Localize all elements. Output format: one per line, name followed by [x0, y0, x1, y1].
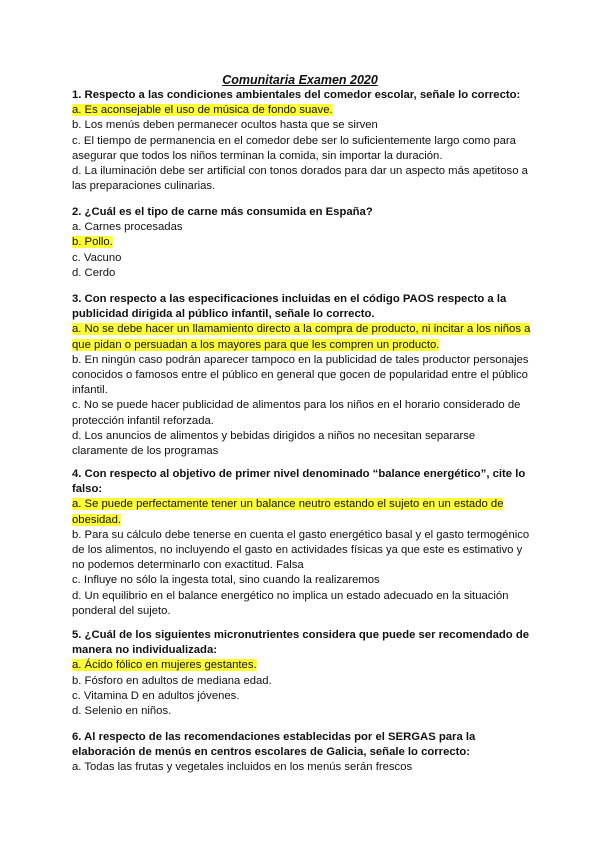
option-a: a. Carnes procesadas — [72, 221, 183, 234]
option-c: c. No se puede hacer publicidad de alimentos para los niños en el horario considerado de protección infantil reforzada. — [72, 399, 521, 427]
highlighted-answer: a. Es aconsejable el uso de música de fondo suave. — [72, 104, 333, 117]
option-a — [72, 103, 534, 118]
option-b: b. Para su cálculo debe tenerse en cuenta el gasto energético basal y el gasto termogénico de los alimentos, no incluyendo el gasto en actividades físicas ya que este es estimativo y no podemos determinarlo con exactitud. Falsa — [72, 528, 530, 572]
option-b — [72, 235, 534, 250]
option-a: a. Todas las frutas y vegetales incluidos en los menús serán frescos — [72, 761, 413, 774]
option-b: b. Los menús deben permanecer ocultos hasta que se sirven — [72, 119, 378, 132]
question-4 — [72, 467, 534, 619]
highlighted-answer: a. Se puede perfectamente tener un balance neutro estando el sujeto en un estado de obesidad. — [72, 498, 504, 526]
option-a — [72, 658, 534, 673]
option-d: d. Los anuncios de alimentos y bebidas dirigidos a niños no necesitan separarse claramente de los programas — [72, 429, 476, 458]
option-d: d. La iluminación debe ser artificial con tonos dorados para dar un aspecto más apetitoso a las preparaciones culinarias. — [72, 165, 528, 193]
question-text: 1. Respecto a las condiciones ambientales del comedor escolar, señale lo correcto: — [72, 89, 521, 101]
option-c: c. Vacuno — [72, 251, 122, 264]
option-c: c. Vitamina D en adultos jóvenes. — [72, 689, 240, 702]
option-d: d. Selenio en niños. — [72, 705, 172, 718]
option-d: d. Cerdo — [72, 266, 116, 279]
question-3 — [72, 292, 534, 459]
question-1 — [72, 88, 534, 194]
highlighted-answer: b. Pollo. — [72, 236, 113, 249]
question-text: 5. ¿Cuál de los siguientes micronutrientes considera que puede ser recomendado de manera no individualizada: — [72, 629, 530, 657]
question-text: 6. Al respecto de las recomendaciones establecidas por el SERGAS para la elaboración de menús en centros escolares de Galicia, señale lo correcto: — [72, 731, 476, 759]
option-b: b. En ningún caso podrán aparecer tampoco en la publicidad de tales productor personajes conocidos o famosos entre el público en general que gocen de popularidad entre el público infantil. — [72, 353, 529, 397]
highlighted-answer: a. Ácido fólico en mujeres gestantes. — [72, 659, 257, 672]
option-a — [72, 322, 534, 352]
question-5 — [72, 628, 534, 719]
option-a — [72, 497, 534, 527]
question-6 — [72, 730, 534, 776]
highlighted-answer: a. No se debe hacer un llamamiento directo a la compra de producto, ni incitar a los niños a que pidan o persuadan a los mayores para que les compren un producto. — [72, 323, 531, 351]
option-c: c. El tiempo de permanencia en el comedor debe ser lo suficientemente largo como para asegurar que todos los niños terminan la comida, sin importar la duración. — [72, 134, 516, 162]
page-title: Comunitaria Examen 2020 — [222, 73, 378, 87]
option-d: d. Un equilibrio en el balance energético no implica un estado adecuado en la situación ponderal del sujeto. — [72, 589, 509, 617]
option-c: c. Influye no sólo la ingesta total, sino cuando la realizaremos — [72, 574, 380, 587]
question-text: 2. ¿Cuál es el tipo de carne más consumida en España? — [72, 206, 373, 218]
question-text: 3. Con respecto a las especificaciones incluidas en el código PAOS respecto a la publicidad dirigida al público infantil, señale lo correcto. — [72, 293, 507, 321]
question-2 — [72, 205, 534, 281]
option-b: b. Fósforo en adultos de mediana edad. — [72, 674, 272, 687]
question-text: 4. Con respecto al objetivo de primer nivel denominado “balance energético”, cite lo falso: — [72, 468, 526, 496]
